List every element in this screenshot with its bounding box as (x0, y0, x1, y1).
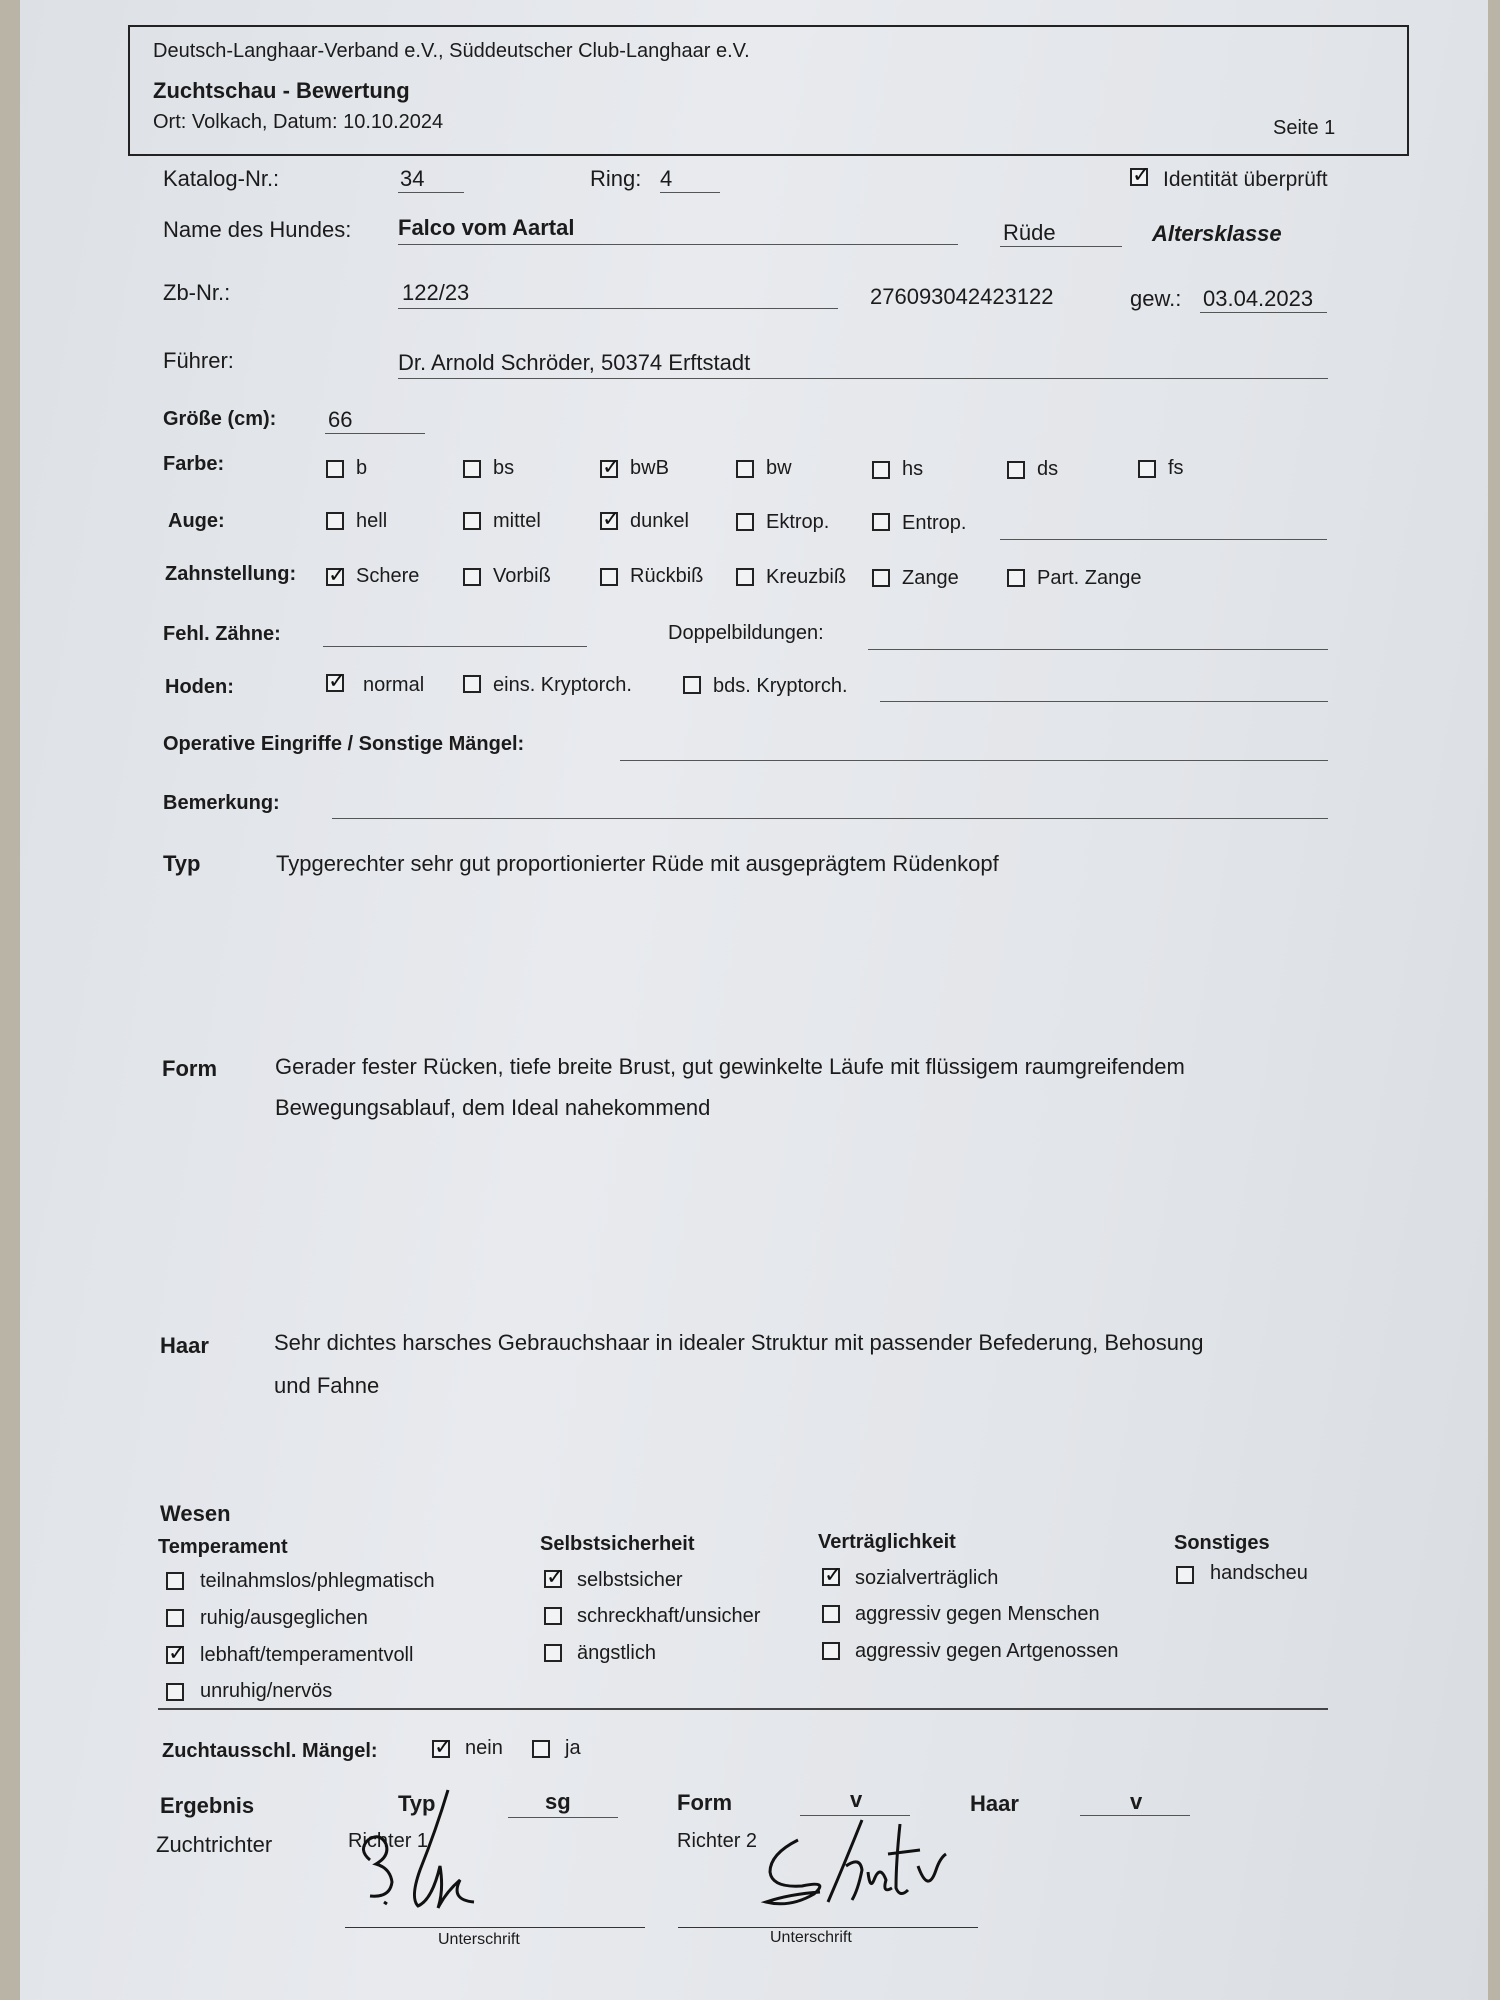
identity-label: Identität überprüft (1163, 168, 1328, 191)
header-page: Seite 1 (1273, 117, 1336, 139)
farbe-bw-checkbox[interactable] (736, 460, 754, 478)
operative-label: Operative Eingriffe / Sonstige Mängel: (163, 733, 525, 755)
header-place-date: Ort: Volkach, Datum: 10.10.2024 (153, 111, 444, 133)
form-page (20, 0, 1488, 2000)
ergebnis-form-value: v (850, 1787, 863, 1812)
form-text-line2: Bewegungsablauf, dem Ideal nahekommend (275, 1095, 711, 1120)
header-org: Deutsch-Langhaar-Verband e.V., Süddeutscher Club-Langhaar e.V. (153, 40, 750, 62)
ring-line (660, 192, 720, 193)
size-label: Größe (cm): (163, 408, 277, 430)
farbe-bwb-checkbox[interactable] (600, 460, 618, 478)
zucht-nein-checkbox[interactable] (432, 1740, 450, 1758)
zucht-ja-label: ja (565, 1737, 581, 1759)
sex-value: Rüde (1003, 220, 1056, 245)
vertrag-sozial-label: sozialverträglich (855, 1567, 999, 1589)
zahn-kreuzbiss-label: Kreuzbiß (766, 566, 847, 588)
temp-phlegmatisch-checkbox[interactable] (166, 1572, 184, 1590)
wesen-divider (158, 1708, 1328, 1710)
zahn-rueckbiss-checkbox[interactable] (600, 568, 618, 586)
hoden-normal-checkbox[interactable] (326, 674, 344, 692)
typ-text: Typgerechter sehr gut proportionierter Rüde mit ausgeprägtem Rüdenkopf (276, 851, 999, 876)
zahn-vorbiss-label: Vorbiß (493, 565, 551, 587)
farbe-b-label: b (356, 457, 368, 479)
signature-richter2 (750, 1810, 980, 1920)
temp-ruhig-label: ruhig/ausgeglichen (200, 1607, 368, 1629)
farbe-fs-label: fs (1168, 457, 1184, 479)
fehl-line (323, 646, 587, 647)
ergebnis-label: Ergebnis (160, 1793, 255, 1818)
handler-label: Führer: (163, 348, 234, 373)
zucht-nein-label: nein (465, 1737, 503, 1759)
farbe-b-checkbox[interactable] (326, 460, 344, 478)
farbe-ds-checkbox[interactable] (1007, 461, 1025, 479)
selbst-selbstsicher-checkbox[interactable] (544, 1570, 562, 1588)
ring-value: 4 (660, 166, 673, 191)
ergebnis-form-label: Form (677, 1790, 732, 1815)
auge-entrop-checkbox[interactable] (872, 513, 890, 531)
zb-label: Zb-Nr.: (163, 280, 231, 305)
farbe-label: Farbe: (163, 453, 225, 475)
born-line (1200, 312, 1327, 313)
sex-line (1000, 246, 1122, 247)
haar-text-line1: Sehr dichtes harsches Gebrauchshaar in idealer Struktur mit passender Befederung, Behosung (274, 1330, 1204, 1355)
identity-checkbox[interactable] (1130, 168, 1148, 186)
temp-unruhig-label: unruhig/nervös (200, 1680, 333, 1702)
vertrag-sozial-checkbox[interactable] (822, 1568, 840, 1586)
zahn-schere-label: Schere (356, 565, 420, 587)
farbe-bwb-label: bwB (630, 457, 669, 479)
selbst-aengstlich-checkbox[interactable] (544, 1644, 562, 1662)
zahn-part-zange-label: Part. Zange (1037, 567, 1142, 589)
farbe-hs-label: hs (902, 458, 924, 480)
auge-mittel-checkbox[interactable] (463, 512, 481, 530)
size-value: 66 (328, 407, 353, 432)
auge-hell-checkbox[interactable] (326, 512, 344, 530)
auge-dunkel-checkbox[interactable] (600, 512, 618, 530)
signature-caption-2: Unterschrift (770, 1929, 852, 1946)
auge-label: Auge: (168, 510, 225, 532)
farbe-bs-checkbox[interactable] (463, 460, 481, 478)
temp-lebhaft-checkbox[interactable] (166, 1646, 184, 1664)
born-label: gew.: (1130, 286, 1182, 311)
farbe-fs-checkbox[interactable] (1138, 460, 1156, 478)
chip-number: 276093042423122 (870, 284, 1054, 309)
richter1-label: Richter 1 (348, 1830, 429, 1852)
form-text-line1: Gerader fester Rücken, tiefe breite Brust, gut gewinkelte Läufe mit flüssigem raumgreifendem (275, 1054, 1185, 1079)
temp-ruhig-checkbox[interactable] (166, 1609, 184, 1627)
doppel-label: Doppelbildungen: (668, 622, 824, 644)
hoden-eins-checkbox[interactable] (463, 675, 481, 693)
temperament-title: Temperament (158, 1536, 288, 1558)
handler-line (398, 378, 1328, 379)
sonst-handscheu-label: handscheu (1210, 1562, 1308, 1584)
zucht-label: Zuchtausschl. Mängel: (162, 1740, 378, 1762)
katalog-value: 34 (400, 166, 425, 191)
born-value: 03.04.2023 (1203, 286, 1314, 311)
zb-value: 122/23 (402, 280, 470, 305)
ergebnis-haar-label: Haar (970, 1791, 1019, 1816)
ring-label: Ring: (590, 166, 642, 191)
temp-unruhig-checkbox[interactable] (166, 1683, 184, 1701)
temp-phlegmatisch-label: teilnahmslos/phlegmatisch (200, 1570, 435, 1592)
auge-ektrop-label: Ektrop. (766, 511, 830, 533)
zahn-kreuzbiss-checkbox[interactable] (736, 568, 754, 586)
selbst-schreckhaft-label: schreckhaft/unsicher (577, 1605, 761, 1627)
katalog-label: Katalog-Nr.: (163, 166, 280, 191)
auge-extra-line (1000, 539, 1327, 540)
zahn-part-zange-checkbox[interactable] (1007, 569, 1025, 587)
hoden-line (880, 701, 1328, 702)
haar-text-line2: und Fahne (274, 1373, 380, 1398)
signature-richter1 (340, 1770, 500, 1930)
vertrag-artgenossen-label: aggressiv gegen Artgenossen (855, 1640, 1119, 1662)
auge-entrop-label: Entrop. (902, 512, 967, 534)
vertrag-menschen-checkbox[interactable] (822, 1605, 840, 1623)
ergebnis-haar-value: v (1130, 1789, 1143, 1814)
selbst-schreckhaft-checkbox[interactable] (544, 1607, 562, 1625)
farbe-hs-checkbox[interactable] (872, 461, 890, 479)
auge-ektrop-checkbox[interactable] (736, 513, 754, 531)
richter2-label: Richter 2 (677, 1830, 758, 1852)
temp-lebhaft-label: lebhaft/temperamentvoll (200, 1644, 414, 1666)
auge-mittel-label: mittel (493, 510, 541, 532)
katalog-line (398, 192, 464, 193)
bemerkung-label: Bemerkung: (163, 792, 280, 814)
zuchtrichter-label: Zuchtrichter (156, 1832, 273, 1857)
auge-dunkel-label: dunkel (630, 510, 689, 532)
signature-caption-1: Unterschrift (438, 1931, 520, 1948)
ergebnis-typ-line (508, 1817, 618, 1818)
doppel-line (868, 649, 1328, 650)
selbst-aengstlich-label: ängstlich (577, 1642, 656, 1664)
zahn-rueckbiss-label: Rückbiß (630, 565, 704, 587)
vertrag-artgenossen-checkbox[interactable] (822, 1642, 840, 1660)
zahn-zange-checkbox[interactable] (872, 569, 890, 587)
operative-line (620, 760, 1328, 761)
farbe-bs-label: bs (493, 457, 515, 479)
name-label: Name des Hundes: (163, 217, 352, 242)
vertrag-title: Verträglichkeit (818, 1531, 956, 1553)
zahn-schere-checkbox[interactable] (326, 568, 344, 586)
zb-line (398, 308, 838, 309)
sonst-handscheu-checkbox[interactable] (1176, 1566, 1194, 1584)
selbst-selbstsicher-label: selbstsicher (577, 1569, 683, 1591)
name-line (398, 244, 958, 245)
haar-label: Haar (160, 1333, 209, 1358)
hoden-normal-label: normal (363, 674, 425, 696)
ergebnis-typ-label: Typ (398, 1791, 436, 1816)
wesen-title: Wesen (160, 1501, 231, 1526)
form-label: Form (162, 1056, 217, 1081)
signature-line-2 (678, 1927, 978, 1928)
zahn-label: Zahnstellung: (165, 563, 297, 585)
bemerkung-line (332, 818, 1328, 819)
farbe-bw-label: bw (766, 457, 792, 479)
sonst-title: Sonstiges (1174, 1532, 1270, 1554)
fehl-label: Fehl. Zähne: (163, 623, 281, 645)
signature-line-1 (345, 1927, 645, 1928)
zahn-zange-label: Zange (902, 567, 959, 589)
zucht-ja-checkbox[interactable] (532, 1740, 550, 1758)
typ-label: Typ (163, 851, 201, 876)
farbe-ds-label: ds (1037, 458, 1059, 480)
class-value: Altersklasse (1152, 221, 1282, 246)
zahn-vorbiss-checkbox[interactable] (463, 568, 481, 586)
hoden-bds-label: bds. Kryptorch. (713, 675, 848, 697)
handler-value: Dr. Arnold Schröder, 50374 Erftstadt (398, 350, 751, 375)
size-line (325, 433, 425, 434)
auge-hell-label: hell (356, 510, 388, 532)
ergebnis-typ-value: sg (545, 1789, 571, 1814)
header-title: Zuchtschau - Bewertung (153, 78, 410, 103)
hoden-eins-label: eins. Kryptorch. (493, 674, 632, 696)
vertrag-menschen-label: aggressiv gegen Menschen (855, 1603, 1100, 1625)
ergebnis-haar-line (1080, 1815, 1190, 1816)
name-value: Falco vom Aartal (398, 215, 575, 240)
hoden-label: Hoden: (165, 676, 234, 698)
hoden-bds-checkbox[interactable] (683, 676, 701, 694)
selbst-title: Selbstsicherheit (540, 1533, 695, 1555)
